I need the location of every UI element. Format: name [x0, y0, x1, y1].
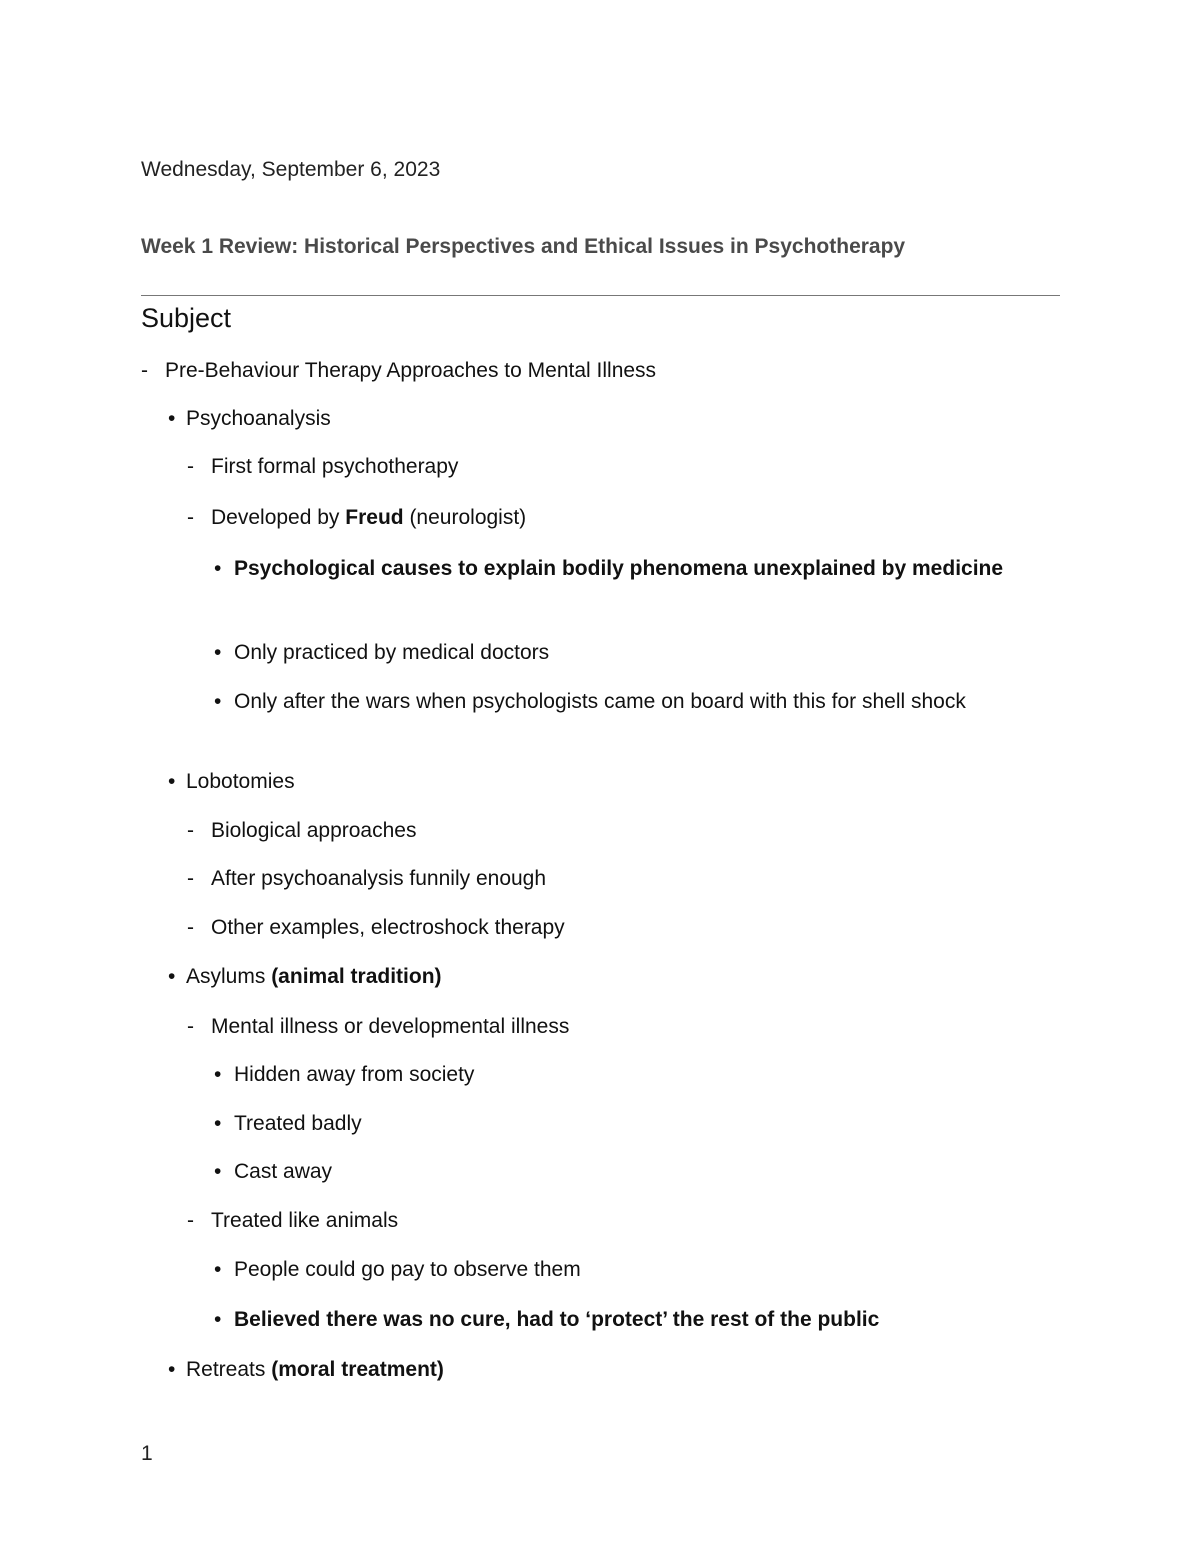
- document-title: Week 1 Review: Historical Perspectives and Ethical Issues in Psychotherapy: [141, 235, 906, 258]
- bullet-marker: •: [214, 1112, 222, 1135]
- text-part: Developed by: [211, 506, 346, 529]
- outline-item: [214, 552, 1014, 585]
- bullet-marker: •: [168, 407, 176, 430]
- bullet-marker: •: [214, 1258, 222, 1281]
- outline-text: Only practiced by medical doctors: [234, 641, 550, 664]
- bullet-marker: •: [214, 1063, 222, 1086]
- outline-item: [168, 960, 442, 993]
- outline-item: [214, 1155, 1014, 1188]
- outline-text: Only after the wars when psychologists came on board with this for shell shock: [234, 690, 966, 713]
- outline-item: [187, 862, 546, 895]
- outline-text: Psychoanalysis: [186, 407, 331, 430]
- outline-item: [187, 1010, 569, 1043]
- dash-marker: -: [187, 506, 194, 529]
- dash-marker: -: [187, 1015, 194, 1038]
- bullet-marker: •: [214, 1308, 222, 1331]
- dash-marker: -: [187, 1209, 194, 1232]
- outline-item: [187, 450, 458, 483]
- dash-marker: -: [141, 359, 148, 382]
- outline-text: After psychoanalysis funnily enough: [211, 867, 547, 890]
- outline-item: [168, 1353, 444, 1386]
- page-number: 1: [141, 1442, 153, 1465]
- outline-item: [187, 814, 416, 847]
- section-heading: Subject: [141, 303, 232, 333]
- dash-marker: -: [187, 867, 194, 890]
- text-part: Retreats: [186, 1358, 272, 1381]
- bullet-marker: •: [168, 965, 176, 988]
- bullet-marker: •: [168, 770, 176, 793]
- bold-text: Believed there was no cure, had to ‘protect’ the rest of the public: [234, 1308, 880, 1331]
- dash-marker: -: [187, 455, 194, 478]
- horizontal-divider: [141, 295, 1060, 296]
- outline-item: [214, 1058, 1014, 1091]
- text-part: (neurologist): [403, 506, 527, 529]
- outline-item: [141, 354, 656, 387]
- bold-text: (animal tradition): [271, 965, 442, 988]
- outline-item: [168, 765, 295, 798]
- outline-text: [186, 1353, 444, 1386]
- outline-text: Treated badly: [234, 1112, 362, 1135]
- outline-item: [187, 501, 526, 534]
- outline-text: Hidden away from society: [234, 1063, 475, 1086]
- outline-text: Other examples, electroshock therapy: [211, 916, 565, 939]
- outline-text: [211, 501, 526, 534]
- outline-text: Pre-Behaviour Therapy Approaches to Mental Illness: [165, 359, 657, 382]
- outline-item: [214, 636, 1014, 669]
- bullet-marker: •: [214, 557, 222, 580]
- outline-text: [186, 960, 442, 993]
- bullet-marker: •: [214, 1160, 222, 1183]
- outline-text: People could go pay to observe them: [234, 1258, 581, 1281]
- bold-text: Freud: [345, 506, 404, 529]
- outline-text: Treated like animals: [211, 1209, 399, 1232]
- outline-item: [187, 1204, 398, 1237]
- text-part: Asylums: [186, 965, 272, 988]
- outline-text: Lobotomies: [186, 770, 295, 793]
- bullet-marker: •: [214, 690, 222, 713]
- outline-text: Biological approaches: [211, 819, 417, 842]
- dash-marker: -: [187, 819, 194, 842]
- outline-text: [234, 552, 1014, 585]
- bullet-marker: •: [214, 641, 222, 664]
- outline-text: First formal psychotherapy: [211, 455, 459, 478]
- outline-item: [187, 911, 565, 944]
- outline-text: Cast away: [234, 1160, 333, 1183]
- outline-item: [214, 1107, 1014, 1140]
- outline-item: [168, 402, 331, 435]
- outline-text: Mental illness or developmental illness: [211, 1015, 570, 1038]
- document-date: Wednesday, September 6, 2023: [141, 158, 441, 181]
- outline-item: [214, 685, 1014, 718]
- outline-item: [214, 1303, 1014, 1336]
- outline-item: [214, 1253, 1014, 1286]
- dash-marker: -: [187, 916, 194, 939]
- outline-text: [234, 1303, 1014, 1336]
- bold-text: Psychological causes to explain bodily phenomena unexplained by medicine: [234, 557, 1004, 580]
- bullet-marker: •: [168, 1358, 176, 1381]
- bold-text: (moral treatment): [271, 1358, 444, 1381]
